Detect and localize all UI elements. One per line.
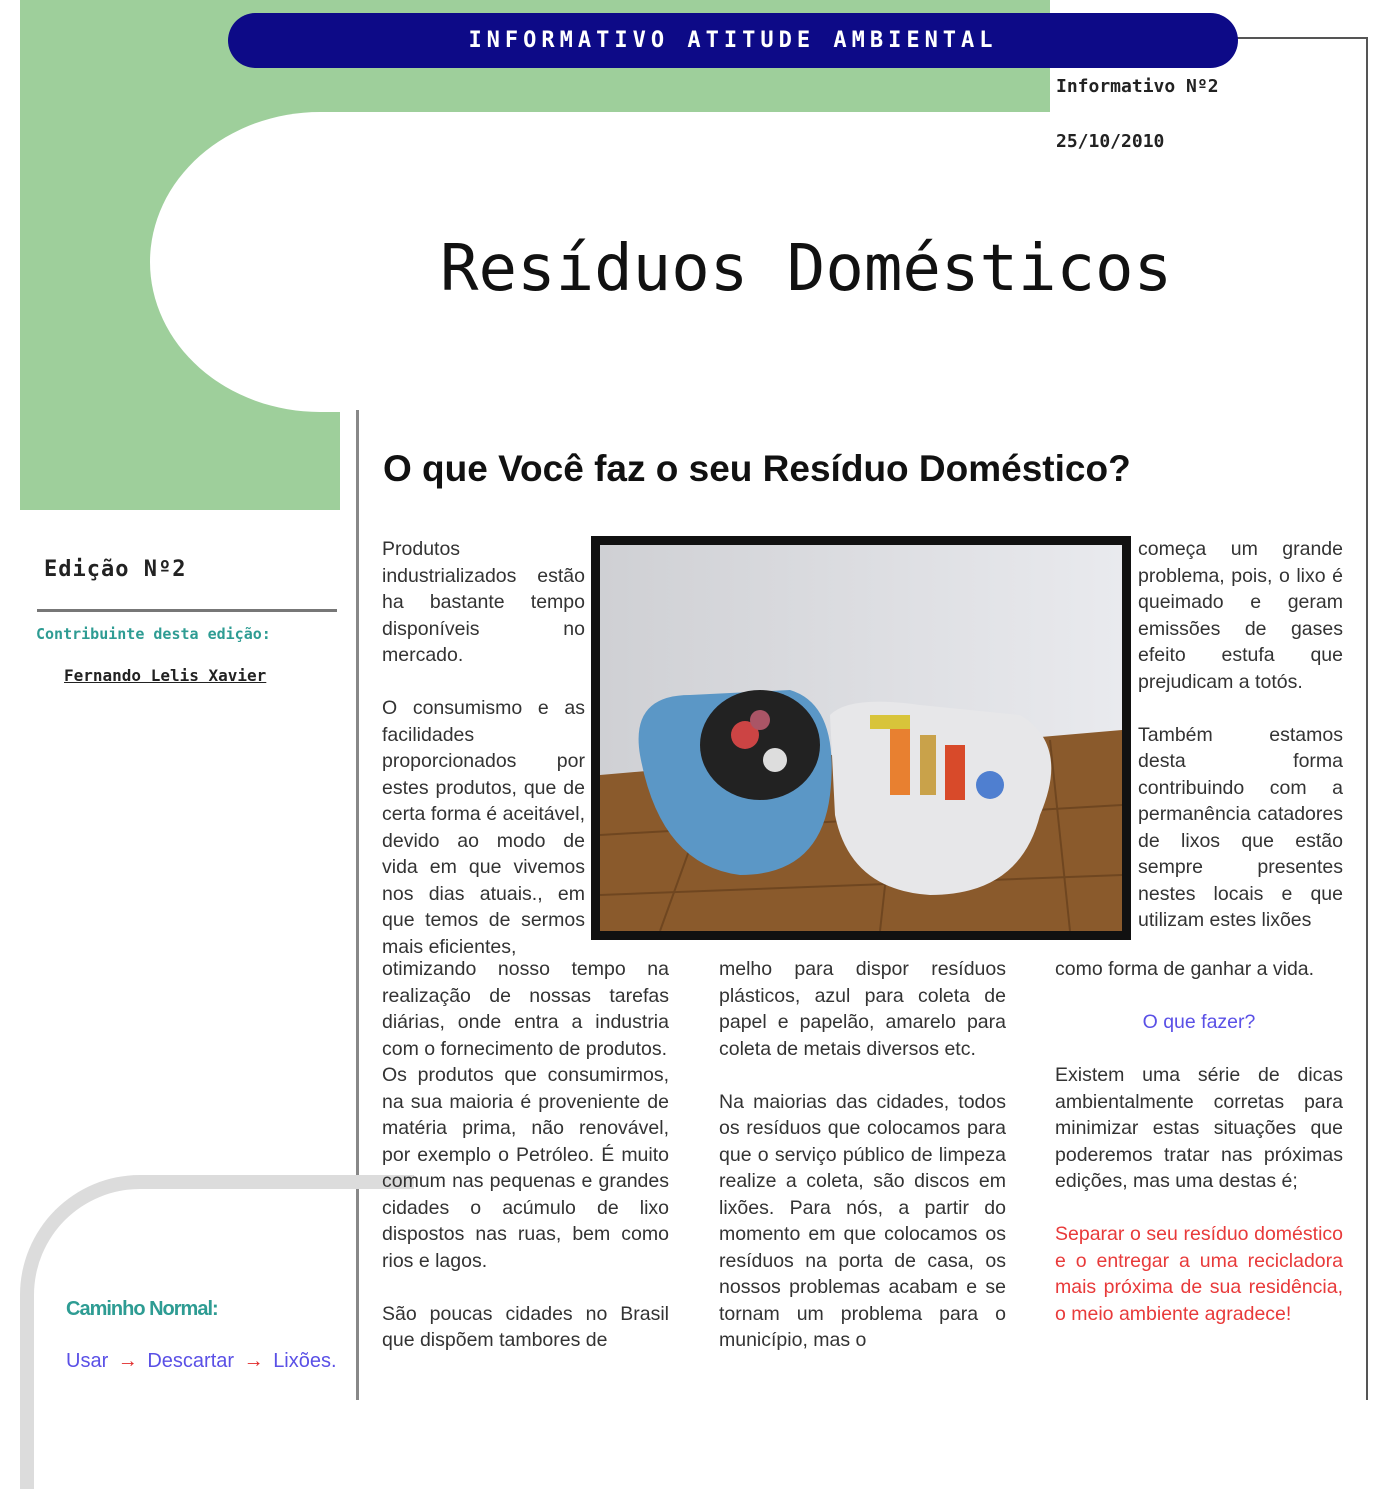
arrow-right-icon: → — [117, 1350, 138, 1372]
article-column-3-top — [1138, 536, 1343, 934]
paragraph: começa um grande problema, pois, o lixo é queimado e geram emissões de gases efeito estufa que prejudicam a totós. — [1138, 538, 1343, 693]
contributor-label: Contribuinte desta edição: — [36, 625, 271, 643]
flow-box-frame — [20, 1175, 414, 1489]
article-heading: O que Você faz o seu Resíduo Doméstico? — [383, 448, 1131, 489]
article-column-3-bottom — [1055, 956, 1343, 1327]
paragraph: São poucas cidades no Brasil que dispõem tambores de — [382, 1302, 669, 1351]
article-column-1-top — [382, 536, 585, 960]
page-frame-top — [1230, 37, 1368, 39]
article-column-1-bottom — [382, 956, 669, 1354]
newsletter-banner: INFORMATIVO ATITUDE AMBIENTAL — [228, 13, 1238, 68]
page-frame-right — [1366, 37, 1368, 1400]
article-photo — [591, 536, 1131, 940]
paragraph: Produtos industrializados estão ha bastante tempo disponíveis no mercado. — [382, 538, 585, 666]
paragraph: O consumismo e as facilidades proporcionados por estes produtos, que de certa forma é aceitável, devido ao modo de vida em que vivemos nos dias atuais., em que temos de sermos mais eficientes, — [382, 697, 585, 958]
sidebar-rule — [37, 609, 337, 612]
flow-step-dumps: Lixões. — [273, 1350, 337, 1372]
contributor-name: Fernando Lelis Xavier — [64, 666, 267, 685]
trash-bags-photo-icon — [600, 545, 1122, 931]
issue-date: 25/10/2010 — [1056, 131, 1165, 152]
paragraph: Os produtos que consumirmos, na sua maioria é proveniente de matéria prima, não renovável, por exemplo o Petróleo. É muito comum nas pequenas e grandes cidades o acúmulo de lixo dispostos nas ruas, bem como rios e lagos. — [382, 1064, 669, 1272]
article-column-2 — [719, 956, 1006, 1354]
flow-box-steps — [66, 1350, 337, 1373]
edition-label: Edição Nº2 — [44, 557, 187, 582]
paragraph: melho para dispor resíduos plásticos, azul para coleta de papel e papelão, amarelo para coleta de metais diversos etc. — [719, 958, 1006, 1060]
arrow-right-icon: → — [243, 1350, 264, 1372]
flow-box-title: Caminho Normal: — [66, 1298, 218, 1320]
paragraph: como forma de ganhar a vida. — [1055, 958, 1315, 980]
flow-step-use: Usar — [66, 1350, 109, 1372]
paragraph: Existem uma série de dicas ambientalmente corretas para minimizar estas situações que poderemos tratar nas próximas edições, mas uma destas é; — [1055, 1064, 1343, 1192]
flow-step-discard: Descartar — [147, 1350, 235, 1372]
paragraph: Na maiorias das cidades, todos os resíduos que colocamos para que o serviço público de limpeza realize a coleta, são discos em lixões. Para nós, a partir do momento em que colocamos os resíduos na porta de casa, os nossos problemas acabam e se tornam um problema para o município, mas o — [719, 1090, 1006, 1351]
page-title: Resíduos Domésticos — [440, 232, 1173, 306]
issue-number: Informativo Nº2 — [1056, 76, 1219, 97]
highlight-paragraph: Separar o seu resíduo doméstico e o entregar a uma recicladora mais próxima de sua residência, o meio ambiente agradece! — [1055, 1223, 1343, 1325]
paragraph: otimizando nosso tempo na realização de nossas tarefas diárias, onde entra a industria com o fornecimento de produtos. — [382, 958, 669, 1060]
section-subheading: O que fazer? — [1142, 1011, 1256, 1033]
paragraph: Também estamos desta forma contribuindo com a permanência catadores de lixos que estão sempre presentes nestes locais e que utilizam estes lixões — [1138, 723, 1343, 931]
